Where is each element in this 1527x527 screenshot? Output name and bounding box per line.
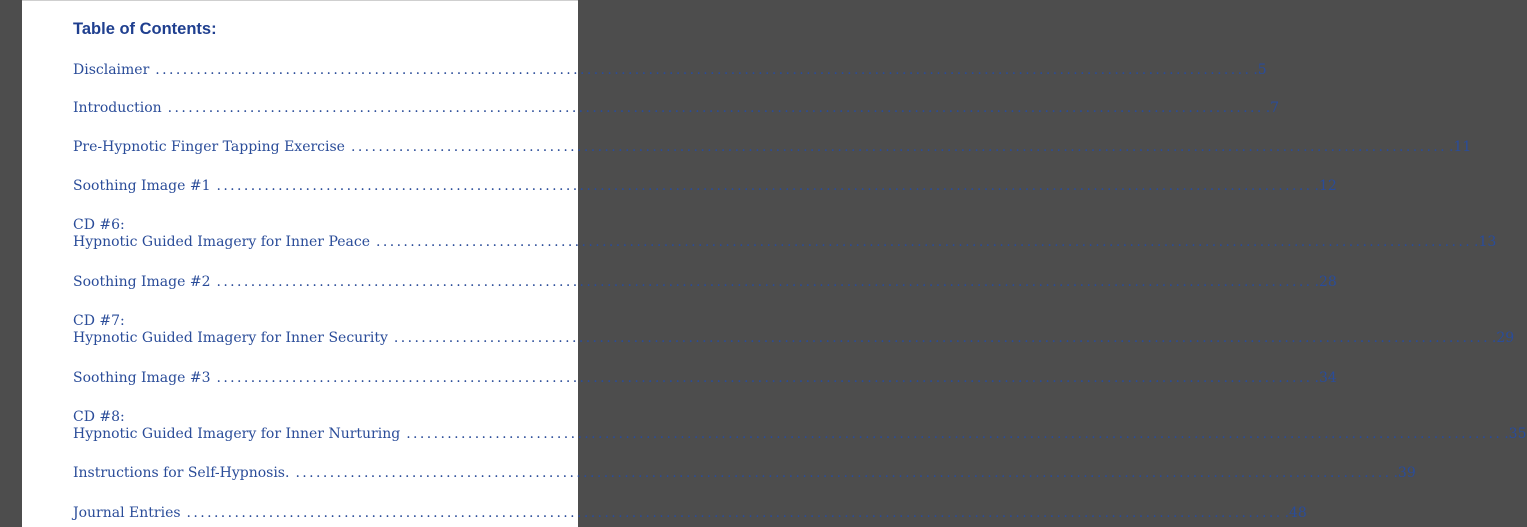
toc-entry-line	[73, 62, 1267, 79]
toc-entry-line	[73, 426, 1527, 443]
toc-entry	[73, 100, 1280, 117]
dot-leader: ................................................................................................................................................................	[406, 426, 1503, 442]
toc-entry-line	[73, 370, 1337, 387]
toc-entry	[73, 217, 1497, 251]
toc-entry-page: .13	[1474, 234, 1497, 250]
toc-entry	[73, 313, 1515, 347]
toc-entry	[73, 465, 1416, 482]
toc-entry-page: .29	[1491, 330, 1515, 346]
dot-leader: ................................................................................................................................................................	[186, 505, 1283, 521]
toc-entry	[73, 139, 1472, 156]
toc-entry-title: Hypnotic Guided Imagery for Inner Security	[73, 330, 388, 346]
toc-entry	[73, 62, 1267, 79]
dot-leader: ................................................................................................................................................................	[350, 139, 1447, 155]
toc-entry-heading: CD #7:	[73, 313, 125, 329]
dot-leader: ................................................................................................................................................................	[393, 330, 1490, 346]
toc-entry	[73, 409, 1527, 443]
toc-entry-line	[73, 274, 1337, 291]
toc-entry-title: Hypnotic Guided Imagery for Inner Nurturing	[73, 426, 401, 442]
toc-entry-line	[73, 234, 1497, 251]
toc-entry	[73, 505, 1307, 522]
toc-entry-title: Soothing Image #1	[73, 178, 211, 194]
toc-entry-line	[73, 330, 1515, 347]
dot-leader: ................................................................................................................................................................	[216, 274, 1313, 290]
toc-entry-page: .11	[1449, 139, 1472, 155]
toc-entry-heading: CD #6:	[73, 217, 125, 233]
toc-entry-page: .35	[1504, 426, 1527, 442]
toc-entry	[73, 178, 1337, 195]
toc-entry-title: Pre-Hypnotic Finger Tapping Exercise	[73, 139, 345, 155]
toc-entry-line	[73, 178, 1337, 195]
toc-entry	[73, 370, 1337, 387]
toc-entry-page: .28	[1314, 274, 1337, 290]
dot-leader: ................................................................................................................................................................	[216, 370, 1313, 386]
document-page	[22, 0, 1527, 527]
toc-entry-page: .5	[1253, 62, 1267, 78]
toc-title: Table of Contents:	[73, 20, 217, 38]
toc-entry-page: .34	[1314, 370, 1337, 386]
toc-entry-title: Introduction	[73, 100, 162, 116]
dot-leader: ................................................................................................................................................................	[376, 234, 1473, 250]
toc-entry-page: .48	[1284, 505, 1307, 521]
toc-entry	[73, 274, 1337, 291]
toc-entry-title: Instructions for Self-Hypnosis.	[73, 465, 290, 481]
dot-leader: ................................................................................................................................................................	[167, 100, 1264, 116]
toc-entry-page: .12	[1314, 178, 1337, 194]
toc-entry-line	[73, 505, 1307, 522]
dot-leader: ................................................................................................................................................................	[216, 178, 1313, 194]
toc-entry-title: Hypnotic Guided Imagery for Inner Peace	[73, 234, 371, 250]
dot-leader: ................................................................................................................................................................	[295, 465, 1392, 481]
toc-entry-line	[73, 100, 1280, 117]
toc-entry-title: Disclaimer	[73, 62, 150, 78]
toc-entry-title: Journal Entries	[73, 505, 181, 521]
toc-entry-heading: CD #8:	[73, 409, 125, 425]
dot-leader: ................................................................................................................................................................	[155, 62, 1252, 78]
toc-entry-title: Soothing Image #2	[73, 274, 211, 290]
toc-entry-page: .7	[1265, 100, 1280, 116]
toc-entry-title: Soothing Image #3	[73, 370, 211, 386]
toc-entry-line	[73, 465, 1416, 482]
toc-entry-line	[73, 139, 1472, 156]
toc-entry-page: .39	[1393, 465, 1416, 481]
